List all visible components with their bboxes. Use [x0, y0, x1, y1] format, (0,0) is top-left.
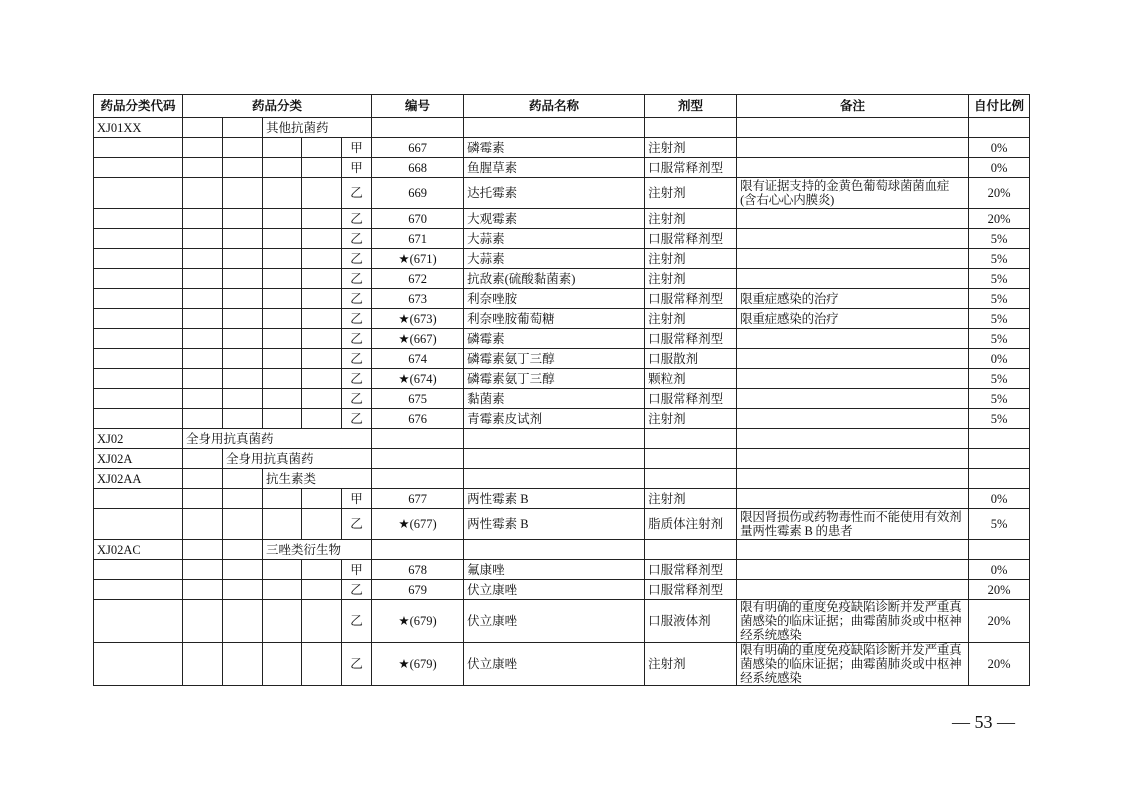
remark-cell: [737, 158, 969, 178]
empty-cell: [183, 580, 223, 600]
empty-cell: [94, 580, 183, 600]
ratio-cell: 5%: [969, 289, 1030, 309]
dosage-form-cell: 注射剂: [645, 138, 737, 158]
empty-cell: [183, 289, 223, 309]
remark-cell: [737, 329, 969, 349]
empty-cell: [223, 369, 263, 389]
drug-catalog-table: [93, 94, 1030, 686]
grade-cell: 乙: [342, 509, 372, 540]
empty-cell: [645, 429, 737, 449]
number-cell: 673: [372, 289, 464, 309]
empty-cell: [302, 249, 342, 269]
remark-cell: [737, 489, 969, 509]
empty-cell: [645, 449, 737, 469]
drug-name-cell: 磷霉素氨丁三醇: [464, 369, 645, 389]
table-row: [94, 389, 1030, 409]
empty-cell: [223, 349, 263, 369]
remark-cell: 限因肾损伤或药物毒性而不能使用有效剂量两性霉素 B 的患者: [737, 509, 969, 540]
empty-cell: [372, 469, 464, 489]
ratio-cell: 5%: [969, 369, 1030, 389]
ratio-cell: 5%: [969, 309, 1030, 329]
ratio-cell: 5%: [969, 409, 1030, 429]
table-row: [94, 449, 1030, 469]
number-cell: 669: [372, 178, 464, 209]
empty-cell: [94, 209, 183, 229]
empty-cell: [183, 600, 223, 643]
drug-name-cell: 达托霉素: [464, 178, 645, 209]
header-code: 药品分类代码: [94, 95, 183, 118]
empty-cell: [183, 138, 223, 158]
remark-cell: [737, 249, 969, 269]
table-row: [94, 489, 1030, 509]
empty-cell: [737, 540, 969, 560]
empty-cell: [302, 289, 342, 309]
table-row: [94, 643, 1030, 686]
header-form: 剂型: [645, 95, 737, 118]
grade-cell: 乙: [342, 329, 372, 349]
drug-name-cell: 磷霉素氨丁三醇: [464, 349, 645, 369]
empty-cell: [263, 138, 302, 158]
empty-cell: [223, 118, 263, 138]
category-code-cell: XJ02A: [94, 449, 183, 469]
header-category: 药品分类: [183, 95, 372, 118]
grade-cell: 乙: [342, 249, 372, 269]
grade-cell: 甲: [342, 489, 372, 509]
empty-cell: [464, 429, 645, 449]
table-row: [94, 289, 1030, 309]
number-cell: ★(671): [372, 249, 464, 269]
drug-name-cell: 大蒜素: [464, 249, 645, 269]
drug-name-cell: 两性霉素 B: [464, 489, 645, 509]
ratio-cell: 5%: [969, 329, 1030, 349]
ratio-cell: 0%: [969, 560, 1030, 580]
dosage-form-cell: 口服常释剂型: [645, 560, 737, 580]
grade-cell: 乙: [342, 269, 372, 289]
table-row: [94, 600, 1030, 643]
empty-cell: [94, 249, 183, 269]
drug-name-cell: 黏菌素: [464, 389, 645, 409]
empty-cell: [372, 429, 464, 449]
dosage-form-cell: 注射剂: [645, 309, 737, 329]
empty-cell: [183, 369, 223, 389]
dosage-form-cell: 口服常释剂型: [645, 289, 737, 309]
category-code-cell: XJ02: [94, 429, 183, 449]
table-row: [94, 509, 1030, 540]
empty-cell: [302, 580, 342, 600]
empty-cell: [263, 178, 302, 209]
grade-cell: 乙: [342, 289, 372, 309]
dosage-form-cell: 口服常释剂型: [645, 158, 737, 178]
empty-cell: [223, 209, 263, 229]
dosage-form-cell: 口服常释剂型: [645, 580, 737, 600]
table-row: [94, 409, 1030, 429]
ratio-cell: 5%: [969, 389, 1030, 409]
header-ratio: 自付比例: [969, 95, 1030, 118]
ratio-cell: 20%: [969, 643, 1030, 686]
empty-cell: [94, 349, 183, 369]
empty-cell: [94, 409, 183, 429]
empty-cell: [302, 178, 342, 209]
ratio-cell: 0%: [969, 349, 1030, 369]
ratio-cell: 5%: [969, 509, 1030, 540]
empty-cell: [372, 540, 464, 560]
empty-cell: [263, 369, 302, 389]
category-code-cell: XJ01XX: [94, 118, 183, 138]
empty-cell: [223, 509, 263, 540]
ratio-cell: 0%: [969, 158, 1030, 178]
category-code-cell: XJ02AA: [94, 469, 183, 489]
number-cell: ★(674): [372, 369, 464, 389]
empty-cell: [183, 229, 223, 249]
table-row: [94, 229, 1030, 249]
empty-cell: [302, 229, 342, 249]
drug-name-cell: 伏立康唑: [464, 600, 645, 643]
empty-cell: [94, 269, 183, 289]
empty-cell: [223, 329, 263, 349]
remark-cell: [737, 369, 969, 389]
empty-cell: [302, 309, 342, 329]
empty-cell: [223, 249, 263, 269]
table-row: [94, 349, 1030, 369]
grade-cell: 甲: [342, 560, 372, 580]
empty-cell: [969, 429, 1030, 449]
remark-cell: [737, 560, 969, 580]
ratio-cell: 20%: [969, 580, 1030, 600]
grade-cell: 乙: [342, 643, 372, 686]
empty-cell: [94, 643, 183, 686]
empty-cell: [302, 389, 342, 409]
empty-cell: [94, 489, 183, 509]
grade-cell: 甲: [342, 158, 372, 178]
empty-cell: [302, 209, 342, 229]
dosage-form-cell: 口服常释剂型: [645, 229, 737, 249]
table-row: [94, 269, 1030, 289]
empty-cell: [302, 158, 342, 178]
table-row: [94, 249, 1030, 269]
empty-cell: [645, 118, 737, 138]
empty-cell: [969, 540, 1030, 560]
empty-cell: [263, 309, 302, 329]
empty-cell: [263, 580, 302, 600]
drug-name-cell: 两性霉素 B: [464, 509, 645, 540]
ratio-cell: 20%: [969, 209, 1030, 229]
empty-cell: [223, 138, 263, 158]
ratio-cell: 20%: [969, 178, 1030, 209]
empty-cell: [223, 643, 263, 686]
empty-cell: [223, 309, 263, 329]
remark-cell: 限重症感染的治疗: [737, 289, 969, 309]
empty-cell: [223, 489, 263, 509]
empty-cell: [464, 449, 645, 469]
empty-cell: [263, 158, 302, 178]
empty-cell: [263, 269, 302, 289]
grade-cell: 乙: [342, 369, 372, 389]
table-row: [94, 209, 1030, 229]
table-row: [94, 580, 1030, 600]
empty-cell: [737, 118, 969, 138]
empty-cell: [223, 469, 263, 489]
empty-cell: [94, 560, 183, 580]
empty-cell: [94, 329, 183, 349]
empty-cell: [263, 289, 302, 309]
table-header-row: [94, 95, 1030, 118]
table-body: [94, 118, 1030, 686]
grade-cell: 甲: [342, 138, 372, 158]
header-name: 药品名称: [464, 95, 645, 118]
number-cell: 668: [372, 158, 464, 178]
drug-name-cell: 伏立康唑: [464, 580, 645, 600]
drug-name-cell: 利奈唑胺: [464, 289, 645, 309]
category-name-cell: 其他抗菌药: [263, 118, 372, 138]
dosage-form-cell: 注射剂: [645, 489, 737, 509]
empty-cell: [183, 643, 223, 686]
empty-cell: [183, 309, 223, 329]
number-cell: 671: [372, 229, 464, 249]
empty-cell: [183, 489, 223, 509]
empty-cell: [263, 209, 302, 229]
empty-cell: [183, 509, 223, 540]
empty-cell: [464, 540, 645, 560]
header-number: 编号: [372, 95, 464, 118]
grade-cell: 乙: [342, 600, 372, 643]
remark-cell: 限重症感染的治疗: [737, 309, 969, 329]
empty-cell: [183, 158, 223, 178]
empty-cell: [94, 229, 183, 249]
empty-cell: [94, 600, 183, 643]
empty-cell: [183, 469, 223, 489]
drug-name-cell: 青霉素皮试剂: [464, 409, 645, 429]
category-name-cell: 三唑类衍生物: [263, 540, 372, 560]
table-row: [94, 309, 1030, 329]
table-row: [94, 138, 1030, 158]
number-cell: ★(673): [372, 309, 464, 329]
empty-cell: [372, 449, 464, 469]
drug-name-cell: 大观霉素: [464, 209, 645, 229]
drug-name-cell: 氟康唑: [464, 560, 645, 580]
drug-name-cell: 鱼腥草素: [464, 158, 645, 178]
ratio-cell: 0%: [969, 489, 1030, 509]
empty-cell: [302, 643, 342, 686]
number-cell: 674: [372, 349, 464, 369]
dosage-form-cell: 注射剂: [645, 269, 737, 289]
table-row: [94, 540, 1030, 560]
empty-cell: [969, 118, 1030, 138]
empty-cell: [94, 138, 183, 158]
empty-cell: [183, 118, 223, 138]
empty-cell: [263, 249, 302, 269]
dosage-form-cell: 颗粒剂: [645, 369, 737, 389]
category-name-cell: 全身用抗真菌药: [183, 429, 372, 449]
dosage-form-cell: 口服液体剂: [645, 600, 737, 643]
empty-cell: [94, 158, 183, 178]
number-cell: ★(677): [372, 509, 464, 540]
empty-cell: [263, 389, 302, 409]
number-cell: 675: [372, 389, 464, 409]
number-cell: 677: [372, 489, 464, 509]
ratio-cell: 5%: [969, 229, 1030, 249]
dosage-form-cell: 脂质体注射剂: [645, 509, 737, 540]
empty-cell: [302, 138, 342, 158]
empty-cell: [302, 369, 342, 389]
number-cell: ★(679): [372, 600, 464, 643]
ratio-cell: 5%: [969, 249, 1030, 269]
empty-cell: [223, 409, 263, 429]
empty-cell: [183, 449, 223, 469]
dosage-form-cell: 注射剂: [645, 409, 737, 429]
remark-cell: [737, 409, 969, 429]
empty-cell: [263, 489, 302, 509]
remark-cell: [737, 269, 969, 289]
empty-cell: [94, 289, 183, 309]
dosage-form-cell: 注射剂: [645, 209, 737, 229]
empty-cell: [223, 158, 263, 178]
remark-cell: [737, 580, 969, 600]
dosage-form-cell: 口服常释剂型: [645, 389, 737, 409]
page-number: — 53 —: [952, 712, 1015, 732]
number-cell: ★(679): [372, 643, 464, 686]
drug-name-cell: 利奈唑胺葡萄糖: [464, 309, 645, 329]
empty-cell: [645, 540, 737, 560]
header-remark: 备注: [737, 95, 969, 118]
number-cell: 679: [372, 580, 464, 600]
remark-cell: [737, 349, 969, 369]
empty-cell: [302, 600, 342, 643]
drug-name-cell: 磷霉素: [464, 329, 645, 349]
table-row: [94, 369, 1030, 389]
empty-cell: [223, 600, 263, 643]
table-row: [94, 429, 1030, 449]
table-row: [94, 178, 1030, 209]
empty-cell: [183, 389, 223, 409]
empty-cell: [223, 389, 263, 409]
empty-cell: [223, 580, 263, 600]
remark-cell: [737, 138, 969, 158]
category-name-cell: 全身用抗真菌药: [223, 449, 372, 469]
empty-cell: [737, 469, 969, 489]
empty-cell: [645, 469, 737, 489]
empty-cell: [183, 540, 223, 560]
empty-cell: [302, 509, 342, 540]
remark-cell: 限有证据支持的金黄色葡萄球菌菌血症(含右心心内膜炎): [737, 178, 969, 209]
dosage-form-cell: 注射剂: [645, 178, 737, 209]
number-cell: 678: [372, 560, 464, 580]
number-cell: 670: [372, 209, 464, 229]
empty-cell: [94, 178, 183, 209]
grade-cell: 乙: [342, 409, 372, 429]
empty-cell: [183, 178, 223, 209]
number-cell: ★(667): [372, 329, 464, 349]
remark-cell: 限有明确的重度免疫缺陷诊断并发严重真菌感染的临床证据；曲霉菌肺炎或中枢神经系统感染: [737, 643, 969, 686]
empty-cell: [183, 269, 223, 289]
dosage-form-cell: 注射剂: [645, 249, 737, 269]
empty-cell: [302, 489, 342, 509]
empty-cell: [464, 469, 645, 489]
category-name-cell: 抗生素类: [263, 469, 372, 489]
empty-cell: [183, 560, 223, 580]
empty-cell: [969, 449, 1030, 469]
drug-name-cell: 大蒜素: [464, 229, 645, 249]
grade-cell: 乙: [342, 349, 372, 369]
empty-cell: [263, 349, 302, 369]
empty-cell: [737, 449, 969, 469]
empty-cell: [263, 409, 302, 429]
number-cell: 676: [372, 409, 464, 429]
dosage-form-cell: 口服常释剂型: [645, 329, 737, 349]
grade-cell: 乙: [342, 229, 372, 249]
empty-cell: [183, 409, 223, 429]
empty-cell: [183, 209, 223, 229]
remark-cell: [737, 389, 969, 409]
empty-cell: [302, 329, 342, 349]
empty-cell: [183, 249, 223, 269]
grade-cell: 乙: [342, 389, 372, 409]
grade-cell: 乙: [342, 580, 372, 600]
empty-cell: [183, 349, 223, 369]
empty-cell: [263, 600, 302, 643]
drug-name-cell: 磷霉素: [464, 138, 645, 158]
table-row: [94, 118, 1030, 138]
grade-cell: 乙: [342, 209, 372, 229]
number-cell: 667: [372, 138, 464, 158]
empty-cell: [94, 309, 183, 329]
empty-cell: [263, 643, 302, 686]
dosage-form-cell: 注射剂: [645, 643, 737, 686]
drug-name-cell: 抗敌素(硫酸黏菌素): [464, 269, 645, 289]
grade-cell: 乙: [342, 309, 372, 329]
grade-cell: 乙: [342, 178, 372, 209]
table-row: [94, 329, 1030, 349]
drug-name-cell: 伏立康唑: [464, 643, 645, 686]
category-code-cell: XJ02AC: [94, 540, 183, 560]
remark-cell: [737, 209, 969, 229]
remark-cell: 限有明确的重度免疫缺陷诊断并发严重真菌感染的临床证据；曲霉菌肺炎或中枢神经系统感染: [737, 600, 969, 643]
empty-cell: [263, 229, 302, 249]
empty-cell: [737, 429, 969, 449]
empty-cell: [969, 469, 1030, 489]
empty-cell: [263, 509, 302, 540]
empty-cell: [302, 409, 342, 429]
ratio-cell: 0%: [969, 138, 1030, 158]
ratio-cell: 20%: [969, 600, 1030, 643]
empty-cell: [223, 269, 263, 289]
empty-cell: [223, 560, 263, 580]
empty-cell: [263, 560, 302, 580]
empty-cell: [223, 289, 263, 309]
empty-cell: [183, 329, 223, 349]
empty-cell: [94, 369, 183, 389]
empty-cell: [94, 509, 183, 540]
empty-cell: [372, 118, 464, 138]
empty-cell: [94, 389, 183, 409]
table-row: [94, 158, 1030, 178]
number-cell: 672: [372, 269, 464, 289]
empty-cell: [464, 118, 645, 138]
empty-cell: [302, 560, 342, 580]
table-row: [94, 469, 1030, 489]
empty-cell: [223, 229, 263, 249]
empty-cell: [302, 349, 342, 369]
table-row: [94, 560, 1030, 580]
empty-cell: [263, 329, 302, 349]
empty-cell: [223, 540, 263, 560]
ratio-cell: 5%: [969, 269, 1030, 289]
empty-cell: [302, 269, 342, 289]
dosage-form-cell: 口服散剂: [645, 349, 737, 369]
empty-cell: [223, 178, 263, 209]
remark-cell: [737, 229, 969, 249]
